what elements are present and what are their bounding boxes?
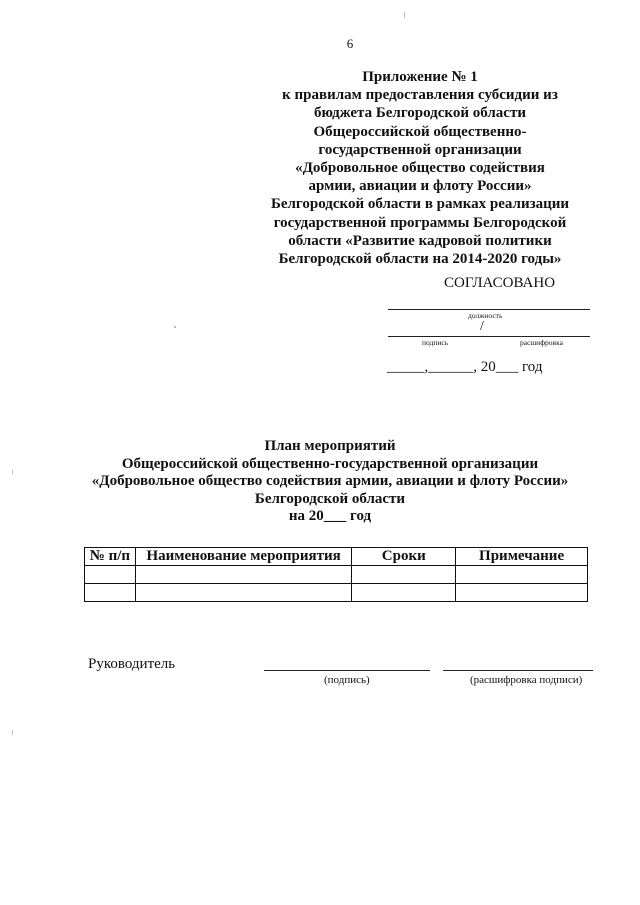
table-header-row	[85, 548, 588, 566]
table-cell	[135, 584, 352, 602]
plan-title	[40, 438, 620, 526]
plan-table	[84, 547, 588, 602]
table-cell	[135, 566, 352, 584]
appendix-line: Белгородской области в рамках реализации	[270, 196, 570, 213]
appendix-line: к правилам предоставления субсидии из	[282, 87, 558, 104]
plan-title-line: Белгородской области	[254, 490, 406, 507]
head-decoding-caption: (расшифровка подписи)	[470, 674, 583, 686]
table-cell	[456, 566, 588, 584]
appendix-block	[250, 68, 590, 268]
head-decoding-line	[443, 670, 593, 671]
appendix-line: государственной программы Белгородской	[273, 214, 567, 231]
head-signature-caption: (подпись)	[324, 674, 370, 686]
decoding-caption: расшифровка	[520, 338, 563, 347]
table-cell	[85, 584, 136, 602]
appendix-line: Белгородской области на 2014-2020 годы»	[278, 251, 562, 268]
header-note: Примечание	[456, 548, 588, 566]
header-event-name: Наименование мероприятия	[135, 548, 352, 566]
head-label: Руководитель	[88, 656, 176, 672]
appendix-line: государственной организации	[318, 141, 522, 158]
appendix-line: армии, авиации и флоту России»	[308, 178, 532, 195]
plan-title-line: «Добровольное общество содействия армии, авиации и флоту России»	[91, 473, 569, 489]
approval-date-line: _____,______, 20___ год	[387, 359, 543, 375]
signature-line	[388, 336, 590, 337]
scan-speck	[174, 326, 176, 328]
appendix-line: Приложение № 1	[362, 69, 478, 85]
appendix-line: «Добровольное общество содействия	[295, 160, 545, 177]
table-row	[85, 566, 588, 584]
appendix-line: области «Развитие кадровой политики	[288, 232, 552, 249]
scan-speck	[12, 730, 13, 735]
table-cell	[85, 566, 136, 584]
position-caption: должность	[468, 311, 503, 320]
head-signature-line	[264, 670, 430, 671]
appendix-line: бюджета Белгородской области	[314, 105, 526, 122]
position-line	[388, 309, 590, 310]
table-cell	[456, 584, 588, 602]
signature-caption: подпись	[422, 338, 449, 347]
signature-slash: /	[480, 319, 484, 334]
table-cell	[352, 566, 456, 584]
scan-speck	[12, 470, 13, 474]
plan-title-line: на 20___ год	[288, 508, 372, 524]
header-number: № п/п	[85, 548, 136, 566]
plan-title-line: Общероссийской общественно-государственной организации	[121, 455, 539, 472]
scan-speck	[404, 12, 405, 18]
page-number: 6	[346, 36, 354, 51]
plan-title-line: План мероприятий	[264, 438, 396, 454]
appendix-line: Общероссийской общественно-	[313, 123, 527, 140]
header-deadlines: Сроки	[352, 548, 456, 566]
table-cell	[352, 584, 456, 602]
table-row	[85, 584, 588, 602]
approval-heading: СОГЛАСОВАНО	[444, 275, 556, 291]
